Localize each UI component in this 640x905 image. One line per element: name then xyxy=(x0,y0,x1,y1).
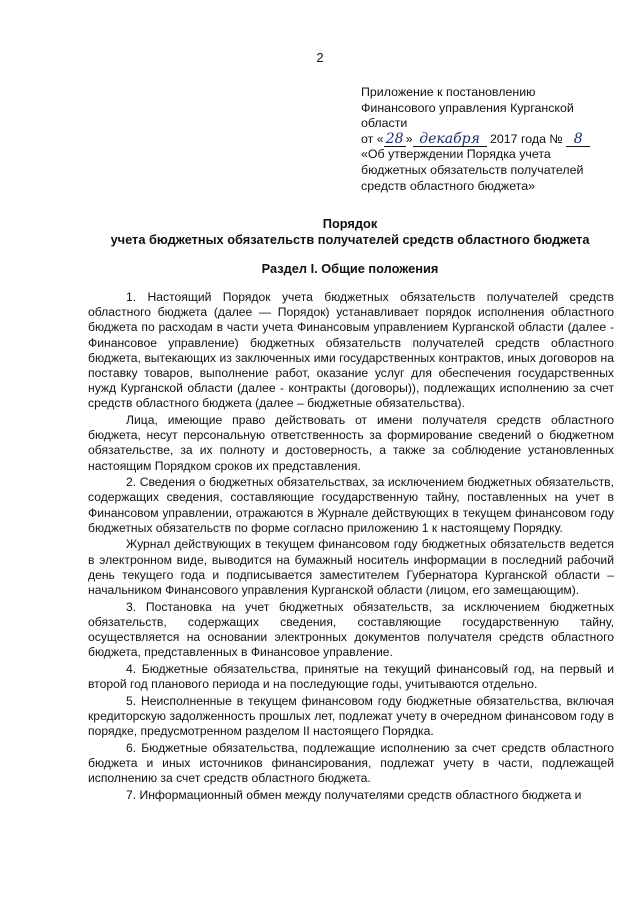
date-year: 2017 года № xyxy=(490,131,563,146)
appendix-line-6: бюджетных обязательств получателей xyxy=(361,162,584,177)
title-line-2: учета бюджетных обязательств получателей средств областного бюджета xyxy=(110,231,590,247)
date-day: 28 xyxy=(384,132,406,147)
paragraph: Журнал действующих в текущем финансовом году бюджетных обязательств ведется в электронном виде, выводится на бумажный носитель информации в последний рабочий день текущего года и подписывается заместителем Губернатора Курганской области – начальником Финансового управления Курганской области (лицом, его замещающим). xyxy=(88,537,614,598)
paragraph: 3. Постановка на учет бюджетных обязательств, за исключением бюджетных обязательств, содержащих сведения, составляющие государственную тайну, осуществляется на основании электронных документов получателя средств областного бюджета, представленных в Финансовое управление. xyxy=(88,599,614,660)
date-month: декабря xyxy=(413,132,487,147)
appendix-line-7: средств областного бюджета» xyxy=(361,178,535,193)
appendix-line-3: области xyxy=(361,116,408,131)
appendix-block xyxy=(361,85,611,194)
appendix-line-1: Приложение к постановлению xyxy=(361,85,536,99)
date-prefix: от « xyxy=(361,131,384,146)
paragraph: 4. Бюджетные обязательства, принятые на текущий финансовый год, на первый и второй год планового периода и на последующие годы, учитываются отдельно. xyxy=(88,661,614,692)
paragraph: 2. Сведения о бюджетных обязательствах, за исключением бюджетных обязательств, содержащих сведения, составляющие государственную тайну, поставленных на учет в Финансовом управлении, отражаются в Журнале действующих в текущем финансовом году бюджетных обязательств по форме согласно приложению 1 к настоящему Порядку. xyxy=(88,475,614,535)
appendix-line-2: Финансового управления Курганской xyxy=(361,100,574,115)
document-title xyxy=(70,216,630,247)
page-number: 2 xyxy=(316,50,324,65)
document-number: 8 xyxy=(566,132,590,147)
document-body xyxy=(88,290,614,804)
paragraph: 7. Информационный обмен между получателями средств областного бюджета и xyxy=(126,787,582,802)
title-line-1: Порядок xyxy=(322,216,378,231)
paragraph: 6. Бюджетные обязательства, подлежащие исполнению за счет средств областного бюджета и иных источников финансирования, подлежат учету в части, подлежащей исполнению за счет средств областного бюджета. xyxy=(88,740,614,786)
appendix-line-5: «Об утверждении Порядка учета xyxy=(361,147,551,162)
paragraph: 5. Неисполненные в текущем финансовом году бюджетные обязательства, включая кредиторскую задолженность прошлых лет, подлежат учету в очередном финансовом году в порядке, предусмотренном разделом II настоящего Порядка. xyxy=(88,693,614,739)
section-heading: Раздел I. Общие положения xyxy=(261,261,439,276)
paragraph: 1. Настоящий Порядок учета бюджетных обязательств получателей средств областного бюджета (далее — Порядок) устанавливает порядок исполнения областного бюджета по расходам в части учета Финансовым управлением Курганской области (далее - Финансовое управление) бюджетных обязательств получателей средств областного бюджета, вытекающих из заключенных ими государственных контрактов, иных договоров на поставку товаров, выполнение работ, оказание услуг для обеспечения государственных нужд Курганской области (далее - контракты (договоры)), подлежащих исполнению за счет средств областного бюджета (далее – бюджетные обязательства). xyxy=(88,290,614,411)
date-mid: » xyxy=(405,131,413,146)
appendix-date-line xyxy=(361,132,611,148)
paragraph: Лица, имеющие право действовать от имени получателя средств областного бюджета, несут персональную ответственность за формирование сведений о бюджетном обязательстве, за их полноту и достоверность, а также за соблюдение установленных настоящим Порядком сроков их представления. xyxy=(88,413,614,473)
